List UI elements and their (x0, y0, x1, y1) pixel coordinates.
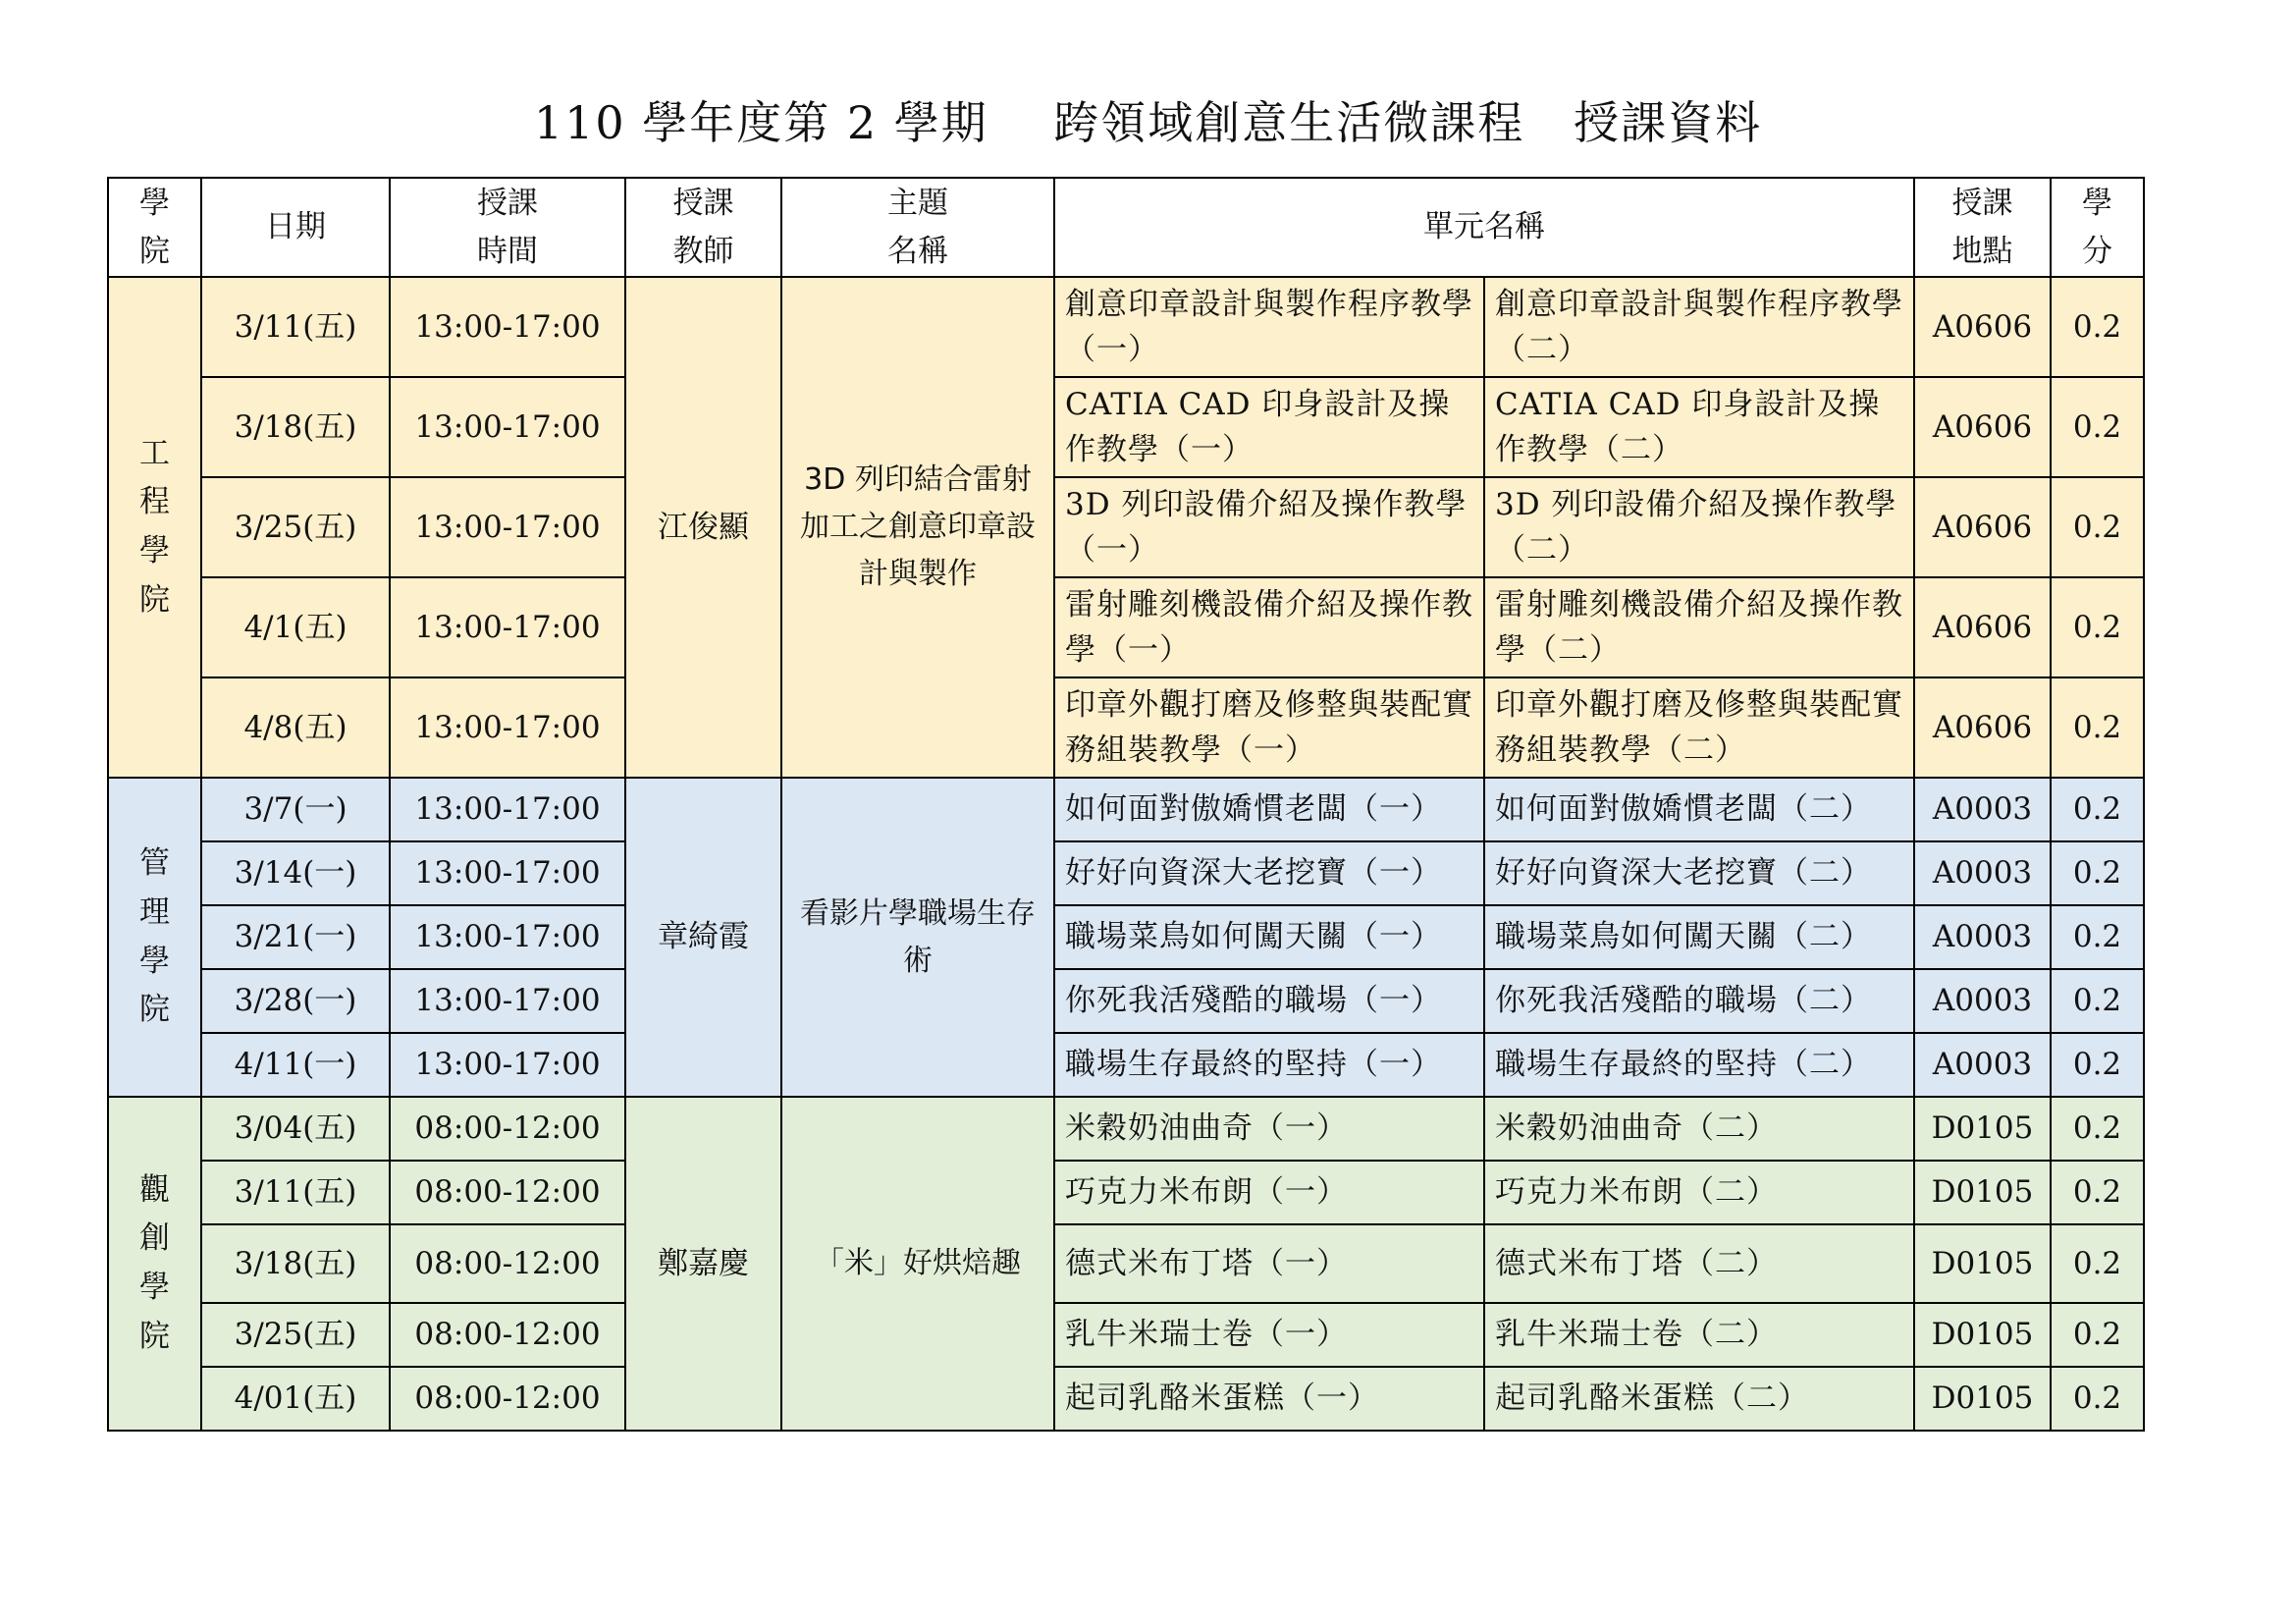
unit-2-cell: 巧克力米布朗（二） (1484, 1161, 1914, 1224)
date-cell: 3/18(五) (201, 1224, 390, 1303)
location-cell: A0606 (1914, 677, 2051, 778)
college-cell: 工 程 學 院 (108, 277, 201, 778)
credit-cell: 0.2 (2051, 577, 2144, 677)
table-row (108, 969, 2144, 1033)
unit-2-cell: 起司乳酪米蛋糕（二） (1484, 1367, 1914, 1431)
group-tourism-creative (108, 1097, 2144, 1431)
header-row (108, 178, 2144, 277)
date-cell: 3/14(一) (201, 841, 390, 905)
location-cell: A0003 (1914, 969, 2051, 1033)
table-row (108, 1033, 2144, 1097)
header-credit: 學 分 (2051, 178, 2144, 277)
credit-cell: 0.2 (2051, 277, 2144, 377)
date-cell: 3/25(五) (201, 477, 390, 577)
teacher-cell: 鄭嘉慶 (625, 1097, 781, 1431)
location-cell: A0003 (1914, 841, 2051, 905)
time-cell: 13:00-17:00 (390, 577, 625, 677)
credit-cell: 0.2 (2051, 477, 2144, 577)
time-cell: 13:00-17:00 (390, 277, 625, 377)
unit-1-cell: 印章外觀打磨及修整與裝配實務組裝教學（一） (1054, 677, 1484, 778)
unit-1-cell: 乳牛米瑞士卷（一） (1054, 1303, 1484, 1367)
table-row (108, 277, 2144, 377)
unit-1-cell: 職場生存最終的堅持（一） (1054, 1033, 1484, 1097)
header-time: 授課 時間 (390, 178, 625, 277)
location-cell: A0003 (1914, 1033, 2051, 1097)
header-unit: 單元名稱 (1054, 178, 1914, 277)
date-cell: 3/21(一) (201, 905, 390, 969)
unit-2-cell: 職場菜鳥如何闖天關（二） (1484, 905, 1914, 969)
date-cell: 4/11(一) (201, 1033, 390, 1097)
date-cell: 3/7(一) (201, 778, 390, 841)
unit-1-cell: 創意印章設計與製作程序教學（一） (1054, 277, 1484, 377)
time-cell: 13:00-17:00 (390, 377, 625, 477)
unit-2-cell: 雷射雕刻機設備介紹及操作教學（二） (1484, 577, 1914, 677)
table-row (108, 377, 2144, 477)
credit-cell: 0.2 (2051, 1224, 2144, 1303)
table-row (108, 1161, 2144, 1224)
unit-2-cell: 好好向資深大老挖寶（二） (1484, 841, 1914, 905)
location-cell: D0105 (1914, 1161, 2051, 1224)
credit-cell: 0.2 (2051, 1033, 2144, 1097)
credit-cell: 0.2 (2051, 905, 2144, 969)
table-row (108, 905, 2144, 969)
header-topic: 主題 名稱 (781, 178, 1054, 277)
unit-2-cell: 德式米布丁塔（二） (1484, 1224, 1914, 1303)
location-cell: D0105 (1914, 1367, 2051, 1431)
unit-2-cell: CATIA CAD 印身設計及操作教學（二） (1484, 377, 1914, 477)
time-cell: 08:00-12:00 (390, 1303, 625, 1367)
location-cell: A0606 (1914, 277, 2051, 377)
location-cell: D0105 (1914, 1303, 2051, 1367)
header-date: 日期 (201, 178, 390, 277)
document-title: 110 學年度第 2 學期 跨領域創意生活微課程 授課資料 (533, 96, 1763, 149)
group-engineering (108, 277, 2144, 778)
credit-cell: 0.2 (2051, 377, 2144, 477)
header-college: 學 院 (108, 178, 201, 277)
course-schedule-table (107, 177, 2145, 1432)
topic-cell: 看影片學職場生存術 (781, 778, 1054, 1097)
unit-2-cell: 印章外觀打磨及修整與裝配實務組裝教學（二） (1484, 677, 1914, 778)
topic-cell: 3D 列印結合雷射加工之創意印章設計與製作 (781, 277, 1054, 778)
unit-2-cell: 米穀奶油曲奇（二） (1484, 1097, 1914, 1161)
credit-cell: 0.2 (2051, 1161, 2144, 1224)
table-row (108, 778, 2144, 841)
date-cell: 3/18(五) (201, 377, 390, 477)
table-row (108, 577, 2144, 677)
time-cell: 13:00-17:00 (390, 677, 625, 778)
credit-cell: 0.2 (2051, 1097, 2144, 1161)
unit-1-cell: 德式米布丁塔（一） (1054, 1224, 1484, 1303)
college-cell: 管 理 學 院 (108, 778, 201, 1097)
college-cell: 觀 創 學 院 (108, 1097, 201, 1431)
teacher-cell: 章綺霞 (625, 778, 781, 1097)
topic-cell: 「米」好烘焙趣 (781, 1097, 1054, 1431)
time-cell: 08:00-12:00 (390, 1161, 625, 1224)
unit-1-cell: 你死我活殘酷的職場（一） (1054, 969, 1484, 1033)
teacher-cell: 江俊顯 (625, 277, 781, 778)
date-cell: 4/1(五) (201, 577, 390, 677)
group-management (108, 778, 2144, 1097)
header-teacher: 授課 教師 (625, 178, 781, 277)
unit-1-cell: CATIA CAD 印身設計及操作教學（一） (1054, 377, 1484, 477)
location-cell: A0606 (1914, 477, 2051, 577)
location-cell: D0105 (1914, 1224, 2051, 1303)
table-row (108, 1097, 2144, 1161)
date-cell: 3/25(五) (201, 1303, 390, 1367)
unit-1-cell: 雷射雕刻機設備介紹及操作教學（一） (1054, 577, 1484, 677)
table-row (108, 1303, 2144, 1367)
table-row (108, 1224, 2144, 1303)
time-cell: 13:00-17:00 (390, 905, 625, 969)
unit-2-cell: 3D 列印設備介紹及操作教學（二） (1484, 477, 1914, 577)
table-row (108, 841, 2144, 905)
date-cell: 4/01(五) (201, 1367, 390, 1431)
time-cell: 13:00-17:00 (390, 969, 625, 1033)
unit-1-cell: 起司乳酪米蛋糕（一） (1054, 1367, 1484, 1431)
time-cell: 08:00-12:00 (390, 1097, 625, 1161)
location-cell: A0606 (1914, 377, 2051, 477)
unit-2-cell: 創意印章設計與製作程序教學（二） (1484, 277, 1914, 377)
time-cell: 13:00-17:00 (390, 841, 625, 905)
date-cell: 3/11(五) (201, 1161, 390, 1224)
unit-1-cell: 巧克力米布朗（一） (1054, 1161, 1484, 1224)
unit-1-cell: 如何面對傲嬌慣老闆（一） (1054, 778, 1484, 841)
date-cell: 3/11(五) (201, 277, 390, 377)
unit-2-cell: 乳牛米瑞士卷（二） (1484, 1303, 1914, 1367)
location-cell: D0105 (1914, 1097, 2051, 1161)
credit-cell: 0.2 (2051, 969, 2144, 1033)
date-cell: 3/28(一) (201, 969, 390, 1033)
unit-1-cell: 職場菜鳥如何闖天關（一） (1054, 905, 1484, 969)
credit-cell: 0.2 (2051, 1303, 2144, 1367)
unit-2-cell: 你死我活殘酷的職場（二） (1484, 969, 1914, 1033)
location-cell: A0003 (1914, 778, 2051, 841)
time-cell: 13:00-17:00 (390, 778, 625, 841)
unit-1-cell: 3D 列印設備介紹及操作教學（一） (1054, 477, 1484, 577)
time-cell: 13:00-17:00 (390, 477, 625, 577)
date-cell: 4/8(五) (201, 677, 390, 778)
date-cell: 3/04(五) (201, 1097, 390, 1161)
unit-2-cell: 職場生存最終的堅持（二） (1484, 1033, 1914, 1097)
time-cell: 08:00-12:00 (390, 1367, 625, 1431)
location-cell: A0003 (1914, 905, 2051, 969)
header-location: 授課 地點 (1914, 178, 2051, 277)
table-row (108, 477, 2144, 577)
unit-1-cell: 好好向資深大老挖寶（一） (1054, 841, 1484, 905)
time-cell: 13:00-17:00 (390, 1033, 625, 1097)
credit-cell: 0.2 (2051, 841, 2144, 905)
credit-cell: 0.2 (2051, 1367, 2144, 1431)
location-cell: A0606 (1914, 577, 2051, 677)
credit-cell: 0.2 (2051, 778, 2144, 841)
unit-2-cell: 如何面對傲嬌慣老闆（二） (1484, 778, 1914, 841)
credit-cell: 0.2 (2051, 677, 2144, 778)
table-row (108, 1367, 2144, 1431)
time-cell: 08:00-12:00 (390, 1224, 625, 1303)
table-row (108, 677, 2144, 778)
unit-1-cell: 米穀奶油曲奇（一） (1054, 1097, 1484, 1161)
